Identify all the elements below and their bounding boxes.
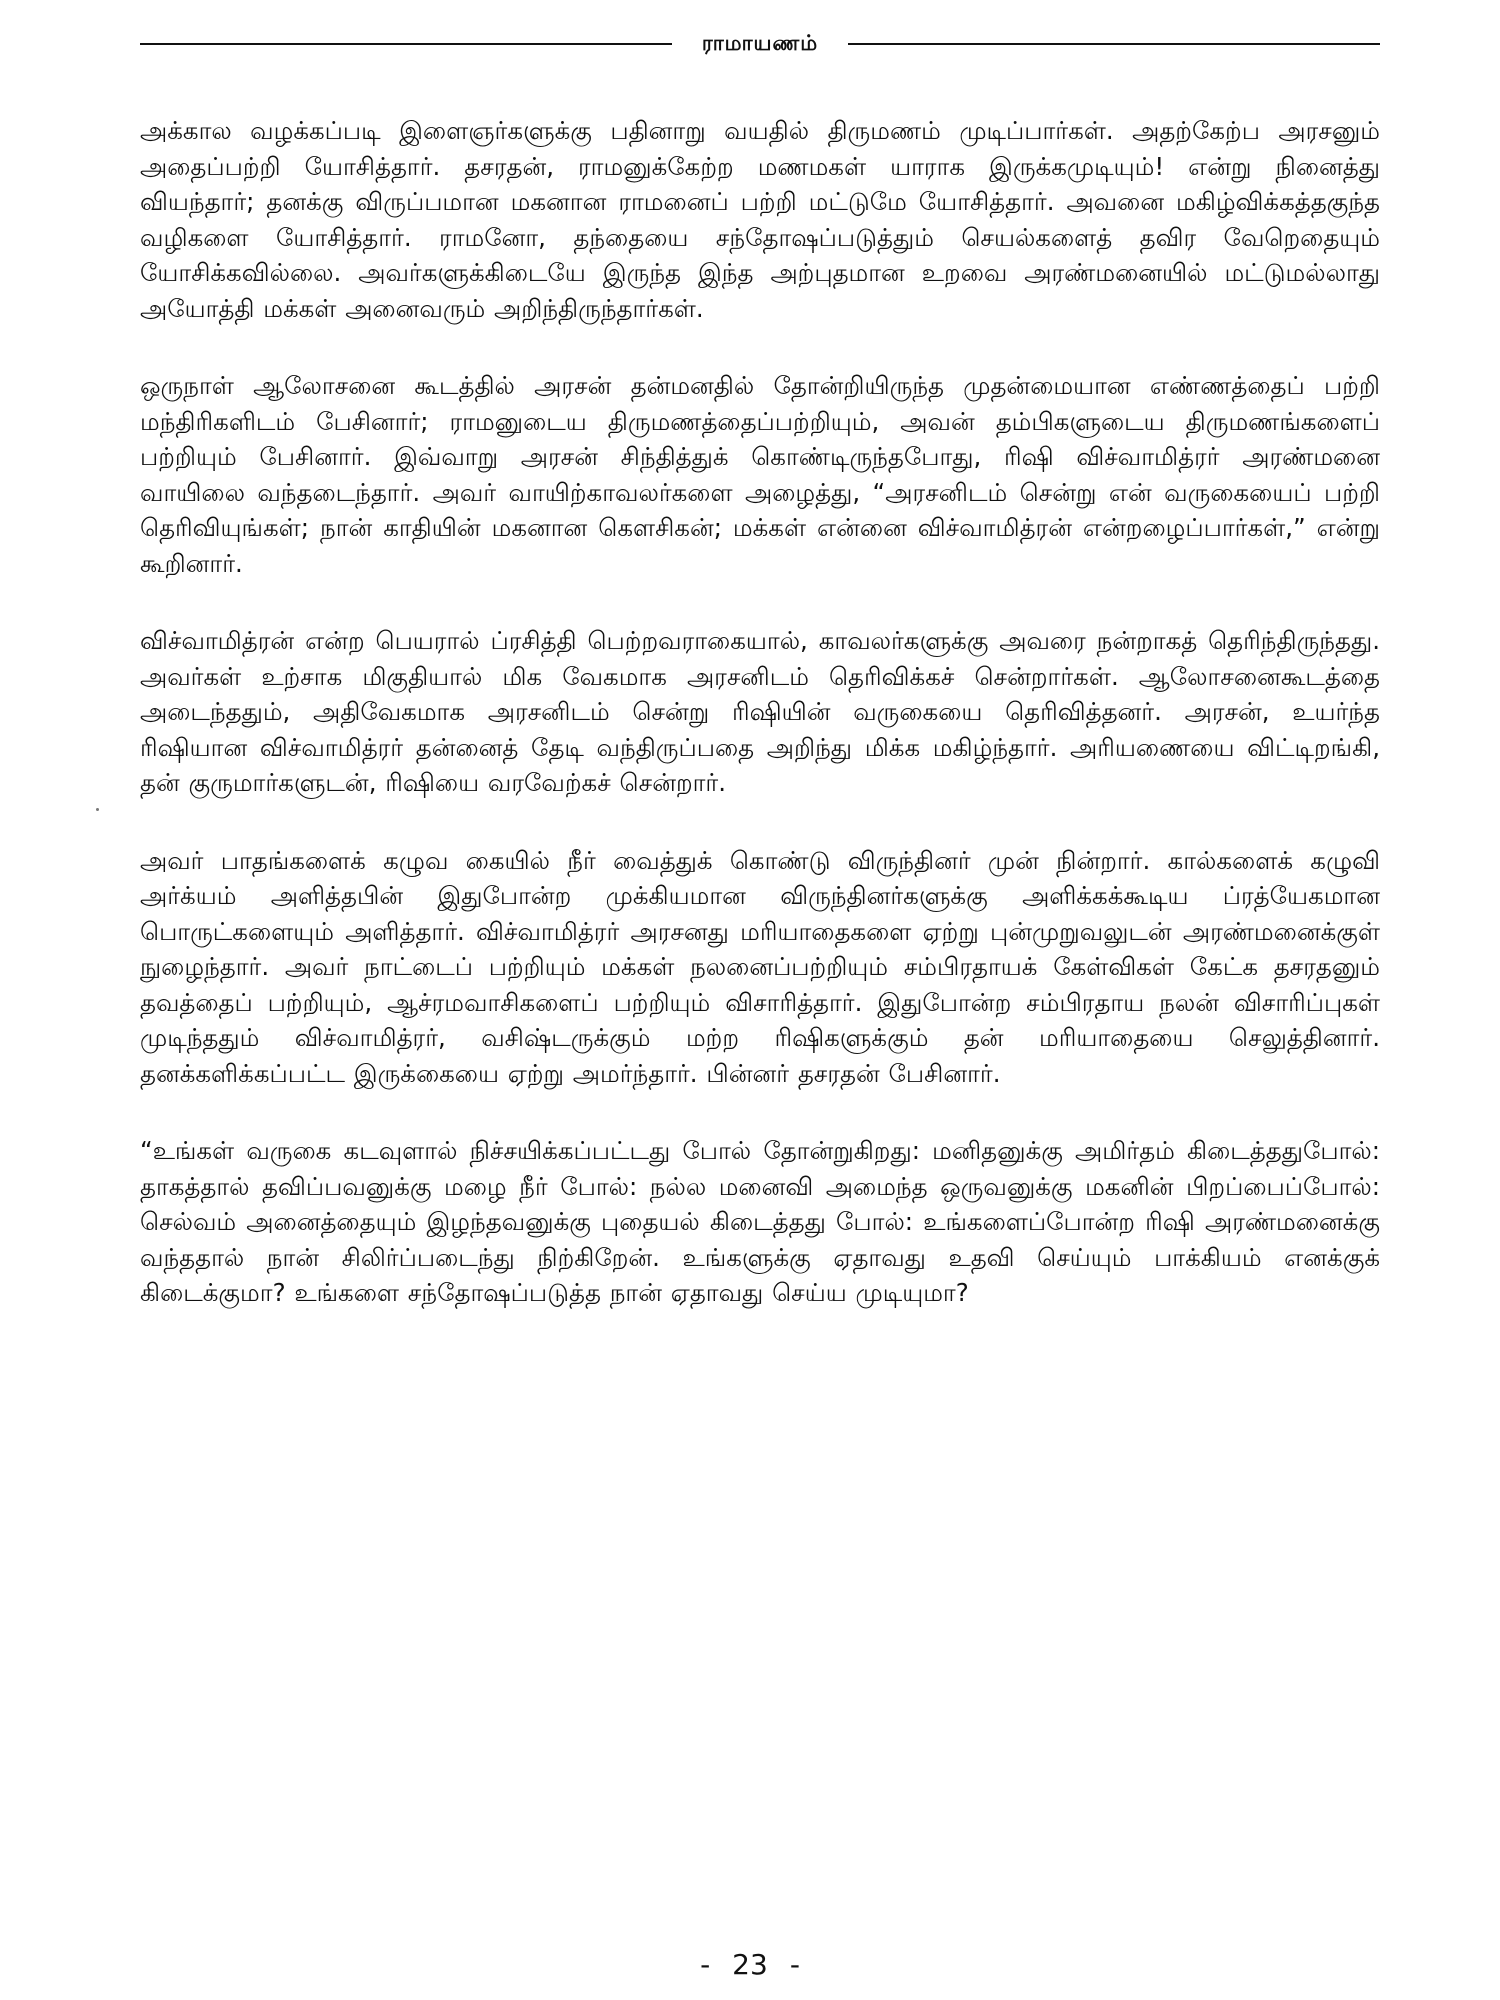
paragraph-4: அவர் பாதங்களைக் கழுவ கையில் நீர் வைத்துக் கொண்டு விருந்தினர் முன் நின்றார். கால்களைக் கழுவி அர்க்யம் அளித்தபின் இதுபோன்ற முக்கியமான விருந்தினர்களுக்கு அளிக்கக்கூடிய ப்ரத்யேகமான பொருட்களையும் அளித்தார். விச்வாமித்ரர் அரசனது மரியாதைகளை ஏற்று புன்முறுவலுடன் அரண்மனைக்குள் நுழைந்தார். அவர் நாட்டைப் பற்றியும் மக்கள் நலனைப்பற்றியும் சம்பிரதாயக் கேள்விகள் கேட்க தசரதனும் தவத்தைப் பற்றியும், ஆச்ரமவாசிகளைப் பற்றியும் விசாரித்தார். இதுபோன்ற சம்பிரதாய நலன் விசாரிப்புகள் முடிந்ததும் விச்வாமித்ரர், வசிஷ்டருக்கும் மற்ற ரிஷிகளுக்கும் தன் மரியாதையை செலுத்தினார். தனக்களிக்கப்பட்ட இருக்கையை ஏற்று அமர்ந்தார். பின்னர் தசரதன் பேசினார். xyxy=(140,845,1380,1088)
page-number: 23 xyxy=(732,1948,768,1981)
running-header xyxy=(140,26,1380,62)
header-rule-left xyxy=(140,43,672,45)
body-text xyxy=(140,113,1380,1311)
page-footer xyxy=(0,1948,1500,1981)
header-rule-right xyxy=(848,43,1380,45)
scan-speck xyxy=(96,808,99,811)
footer-dash-left: - xyxy=(700,1948,711,1981)
paragraph-3: விச்வாமித்ரன் என்ற பெயரால் ப்ரசித்தி பெற்றவராகையால், காவலர்களுக்கு அவரை நன்றாகத் தெரிந்திருந்தது. அவர்கள் உற்சாக மிகுதியால் மிக வேகமாக அரசனிடம் தெரிவிக்கச் சென்றார்கள். ஆலோசனைகூடத்தை அடைந்ததும், அதிவேகமாக அரசனிடம் சென்று ரிஷியின் வருகையை தெரிவித்தனர். அரசன், உயர்ந்த ரிஷியான விச்வாமித்ரர் தன்னைத் தேடி வந்திருப்பதை அறிந்து மிக்க மகிழ்ந்தார். அரியணையை விட்டிறங்கி, தன் குருமார்களுடன், ரிஷியை வரவேற்கச் சென்றார். xyxy=(140,626,1380,797)
header-title: ராமாயணம் xyxy=(701,30,819,55)
footer-dash-right: - xyxy=(789,1948,800,1981)
paragraph-2: ஒருநாள் ஆலோசனை கூடத்தில் அரசன் தன்மனதில் தோன்றியிருந்த முதன்மையான எண்ணத்தைப் பற்றி மந்திரிகளிடம் பேசினார்; ராமனுடைய திருமணத்தைப்பற்றியும், அவன் தம்பிகளுடைய திருமணங்களைப் பற்றியும் பேசினார். இவ்வாறு அரசன் சிந்தித்துக் கொண்டிருந்தபோது, ரிஷி விச்வாமித்ரர் அரண்மனை வாயிலை வந்தடைந்தார். அவர் வாயிற்காவலர்களை அழைத்து, “அரசனிடம் சென்று என் வருகையைப் பற்றி தெரிவியுங்கள்; நான் காதியின் மகனான கௌசிகன்; மக்கள் என்னை விச்வாமித்ரன் என்றழைப்பார்கள்,” என்று கூறினார். xyxy=(140,371,1380,578)
paragraph-5: “உங்கள் வருகை கடவுளால் நிச்சயிக்கப்பட்டது போல் தோன்றுகிறது: மனிதனுக்கு அமிர்தம் கிடைத்ததுபோல்: தாகத்தால் தவிப்பவனுக்கு மழை நீர் போல்: நல்ல மனைவி அமைந்த ஒருவனுக்கு மகனின் பிறப்பைப்போல்: செல்வம் அனைத்தையும் இழந்தவனுக்கு புதையல் கிடைத்தது போல்: உங்களைப்போன்ற ரிஷி அரண்மனைக்கு வந்ததால் நான் சிலிர்ப்படைந்து நிற்கிறேன். உங்களுக்கு ஏதாவது உதவி செய்யும் பாக்கியம் எனக்குக் கிடைக்குமா? உங்களை சந்தோஷப்படுத்த நான் ஏதாவது செய்ய முடியுமா? xyxy=(140,1136,1380,1307)
paragraph-1: அக்கால வழக்கப்படி இளைஞர்களுக்கு பதினாறு வயதில் திருமணம் முடிப்பார்கள். அதற்கேற்ப அரசனும் அதைப்பற்றி யோசித்தார். தசரதன், ராமனுக்கேற்ற மணமகள் யாராக இருக்கமுடியும்! என்று நினைத்து வியந்தார்; தனக்கு விருப்பமான மகனான ராமனைப் பற்றி மட்டுமே யோசித்தார். அவனை மகிழ்விக்கத்தகுந்த வழிகளை யோசித்தார். ராமனோ, தந்தையை சந்தோஷப்படுத்தும் செயல்களைத் தவிர வேறெதையும் யோசிக்கவில்லை. அவர்களுக்கிடையே இருந்த இந்த அற்புதமான உறவை அரண்மனையில் மட்டுமல்லாது அயோத்தி மக்கள் அனைவரும் அறிந்திருந்தார்கள். xyxy=(140,116,1380,323)
